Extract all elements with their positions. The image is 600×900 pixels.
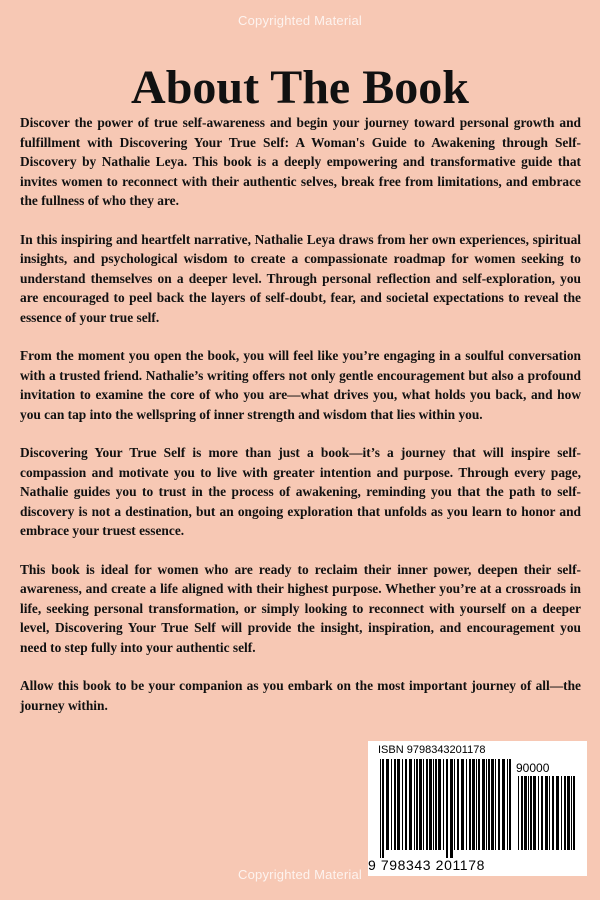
paragraph-2: In this inspiring and heartfelt narrative, Nathalie Leya draws from her own experiences, spiritual insights, and psychological wisdom to create a compassionate roadmap for women seeking to understand themselves on a deeper level. Through personal reflection and self-exploration, you are encouraged to peel back the layers of self-doubt, fear, and societal expectations to reveal the essence of your true self. [20, 231, 581, 325]
copyright-watermark-top: Copyrighted Material [238, 13, 362, 28]
copyright-watermark-bottom: Copyrighted Material [238, 867, 362, 882]
paragraph-1: Discover the power of true self-awareness and begin your journey toward personal growth and fulfillment with Discovering Your True Self: A Woman's Guide to Awakening through Self-Discovery by Nathalie Leya. This book is a deeply empowering and transformative guide that invites women to reconnect with their authentic selves, break free from limitations, and embrace the fullness of who they are. [20, 115, 581, 208]
addon-number: 90000 [516, 761, 550, 775]
addon-barcode-icon [518, 776, 578, 858]
paragraph-6: Allow this book to be your companion as you embark on the most important journey of all—the journey within. [20, 678, 581, 713]
paragraph-4: Discovering Your True Self is more than just a book—it’s a journey that will inspire self-compassion and motivate you to live with greater intention and purpose. Through every page, Nathalie guides you to trust in the process of awakening, reminding you that the path to self-discovery is not a destination, but an ongoing exploration that unfolds as you learn to honor and embrace your truest essence. [20, 445, 581, 538]
paragraph-3: From the moment you open the book, you will feel like you’re engaging in a soulful conversation with a trusted friend. Nathalie’s writing offers not only gentle encouragement but also a profound invitation to examine the core of who you are—what drives you, what holds you back, and how you can tap into the wellspring of inner strength and wisdom that lies within you. [20, 348, 581, 422]
isbn-label: ISBN 9798343201178 [378, 744, 486, 756]
ean-digits: 9 798343 201178 [368, 857, 485, 873]
paragraph-5: This book is ideal for women who are ready to reclaim their inner power, deepen their self-awareness, and create a life aligned with their highest purpose. Whether you’re at a crossroads in life, seeking personal transformation, or simply looking to reconnect with yourself on a deeper level, Discovering Your True Self will provide the insight, inspiration, and encouragement you need to step fully into your authentic self. [20, 561, 581, 655]
isbn-barcode-box [368, 741, 587, 876]
page-title: About The Book [131, 61, 469, 114]
ean-barcode-icon [380, 759, 515, 858]
book-description [20, 113, 581, 734]
